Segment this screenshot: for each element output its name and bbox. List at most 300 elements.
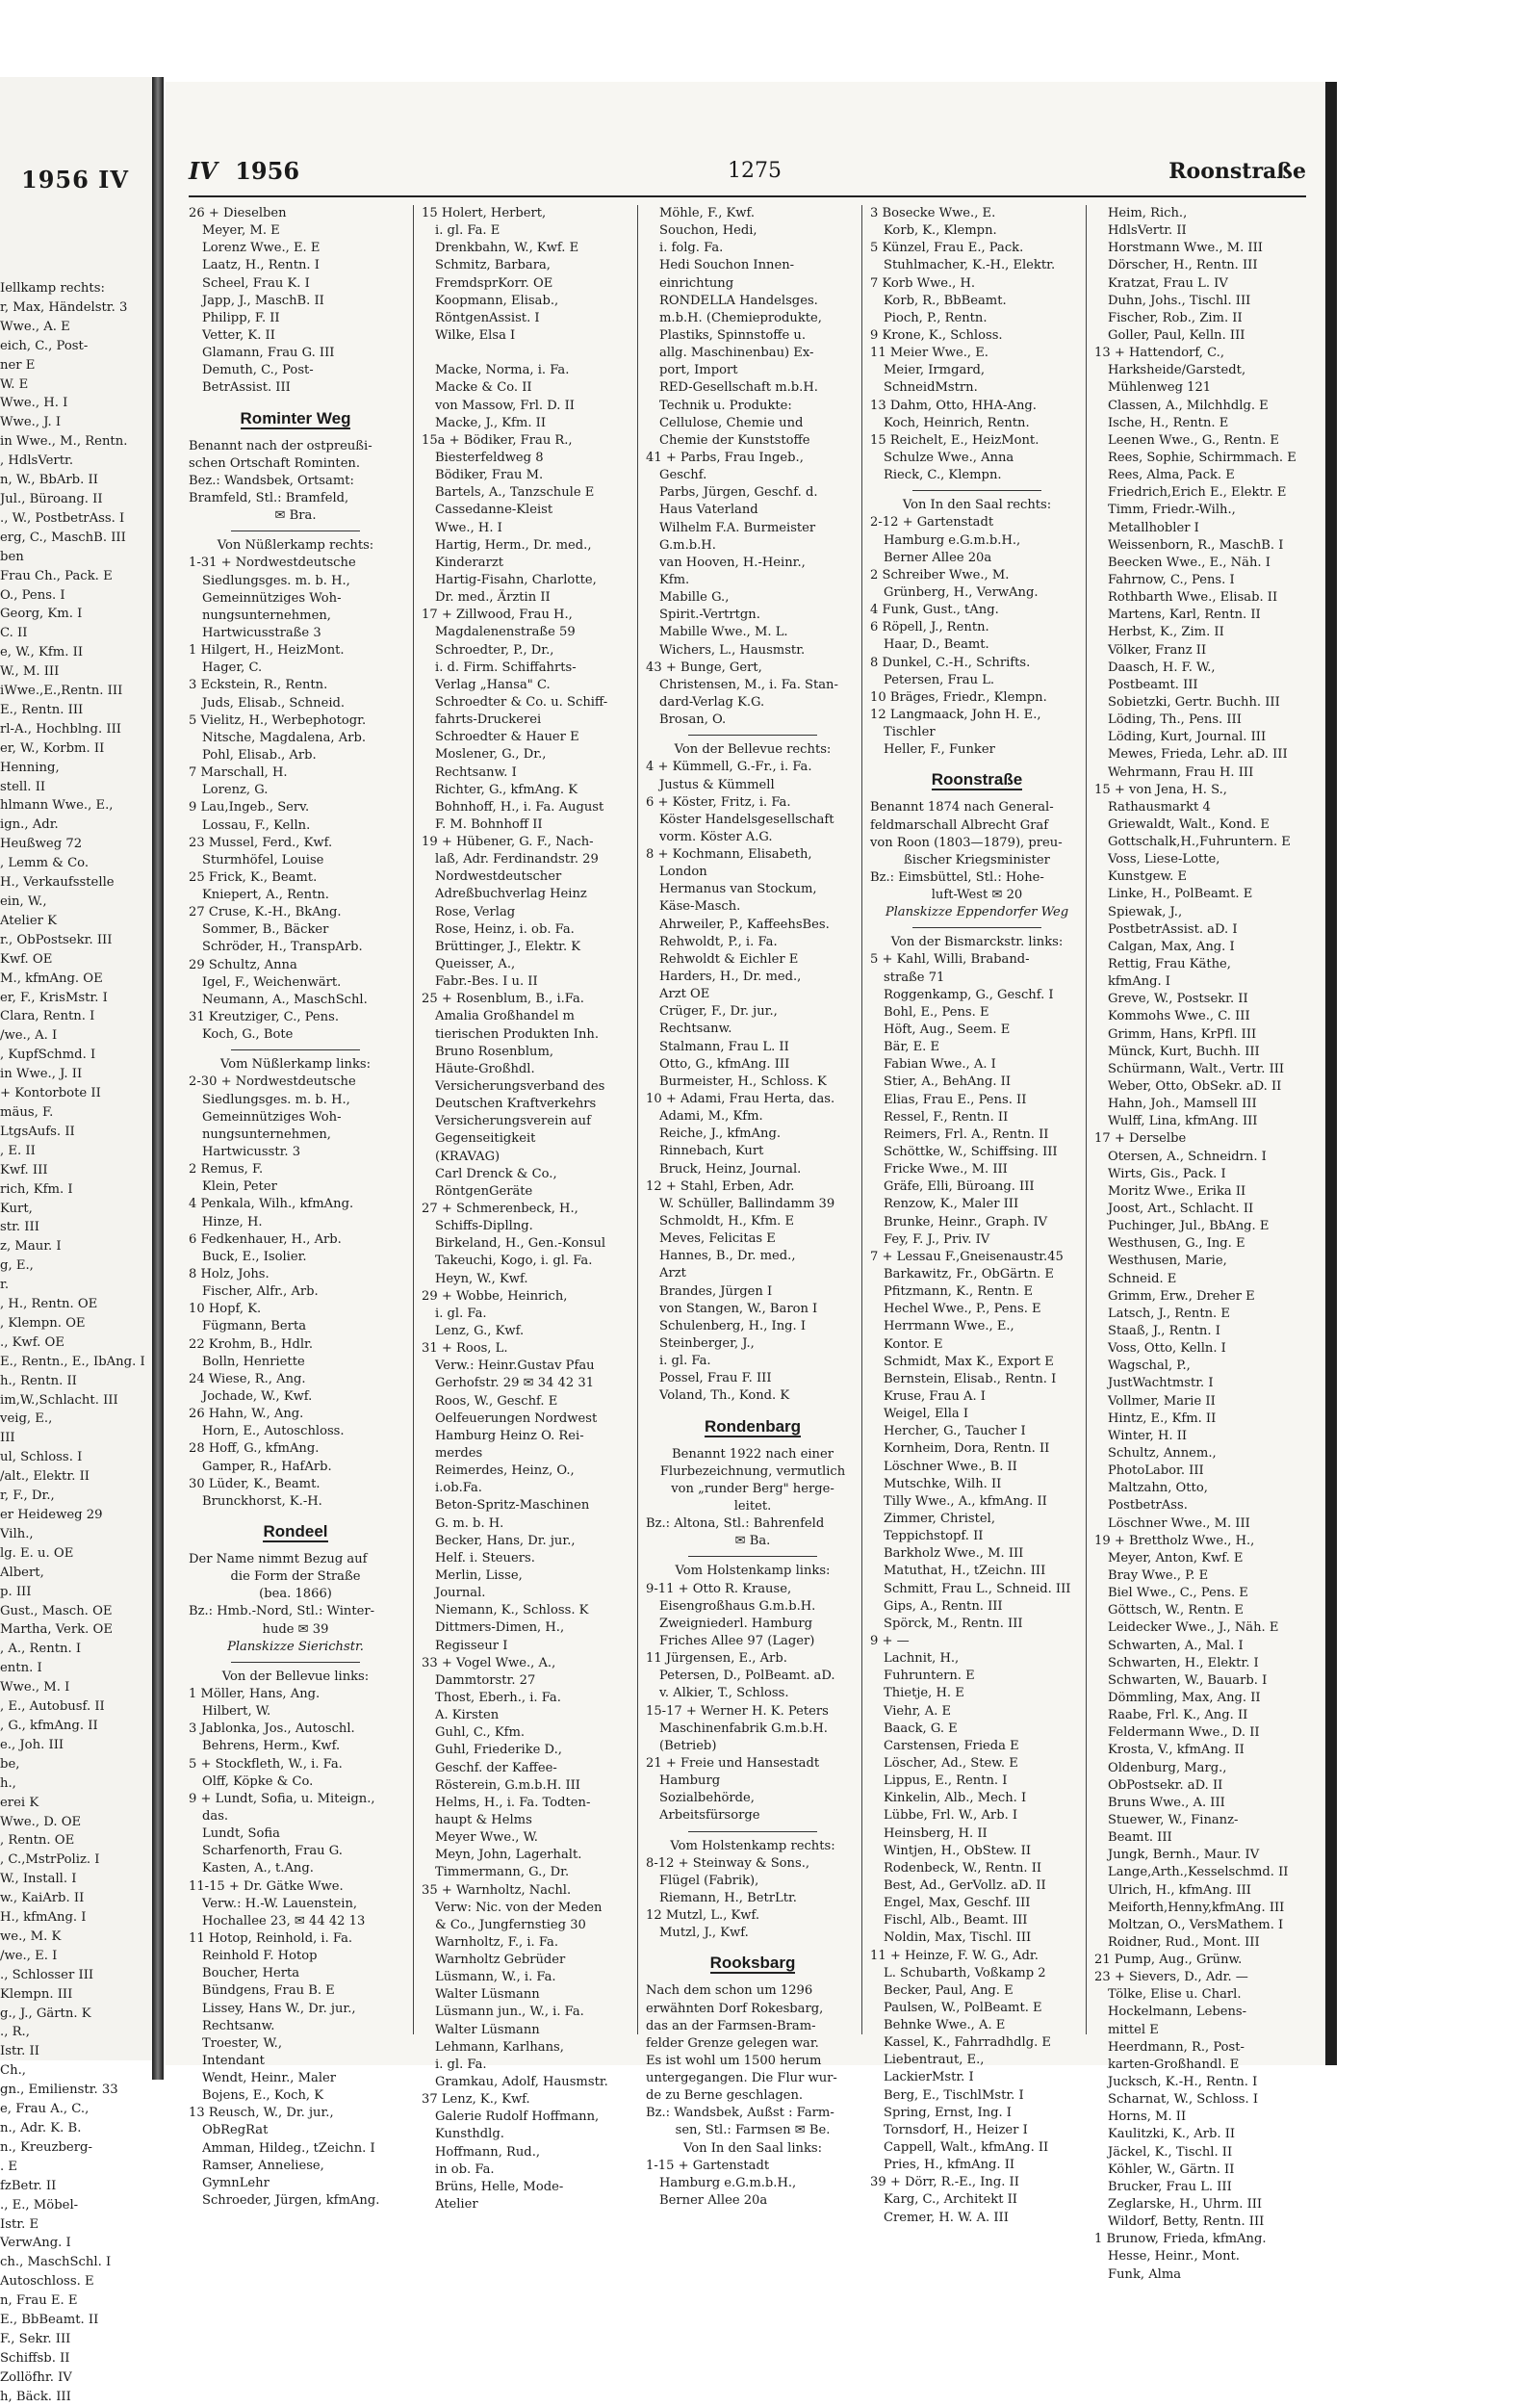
- directory-entry: Becker, Paul, Ang. E: [884, 1982, 1014, 1998]
- previous-page-fragment: [0, 77, 155, 2404]
- directory-entry: Bartels, A., Tanzschule E: [435, 485, 595, 501]
- previous-page-line: ner E: [0, 357, 36, 373]
- directory-entry: i. gl. Fa.: [435, 1306, 487, 1321]
- previous-page-line: n., Adr. K. B.: [0, 2121, 82, 2135]
- directory-entry: Juds, Elisab., Schneid.: [202, 695, 346, 711]
- directory-entry: Macke & Co. II: [435, 380, 532, 396]
- directory-entry: Fischl, Alb., Beamt. III: [884, 1913, 1028, 1928]
- directory-entry: straße 71: [884, 970, 945, 985]
- page-header: [189, 157, 1306, 197]
- directory-entry: L. Schubarth, Voßkamp 2: [884, 1965, 1046, 1980]
- directory-entry: Glamann, Frau G. III: [202, 346, 335, 361]
- previous-page-line: veig, E.,: [0, 1411, 53, 1427]
- previous-page-line: w., KaiArb. II: [0, 1891, 85, 1906]
- street-name: Rondenbarg: [704, 1416, 802, 1436]
- directory-entry: 5 Vielitz, H., Werbephotogr.: [189, 712, 367, 728]
- directory-entry: Kommohs Wwe., C. III: [1108, 1009, 1250, 1024]
- directory-entry: Stalmann, Frau L. II: [659, 1039, 789, 1054]
- directory-entry: Heinsberg, H. II: [884, 1825, 988, 1841]
- previous-page-line: Gust., Masch. OE: [0, 1603, 113, 1618]
- directory-entry: Bz.: Wandsbek, Außst : Farm-: [646, 2106, 834, 2121]
- directory-entry: Herbst, K., Zim. II: [1108, 625, 1224, 640]
- directory-entry: Philipp, F. II: [202, 310, 280, 325]
- directory-entry: Baack, G. E: [884, 1721, 958, 1736]
- directory-entry: Karg, C., Architekt II: [884, 2192, 1017, 2208]
- directory-entry: Hartig, Herm., Dr. med.,: [435, 537, 592, 553]
- divider: [688, 735, 816, 736]
- directory-entry: Maschinenfabrik G.m.b.H.: [659, 1721, 828, 1736]
- previous-page-line: r., ObPostsekr. III: [0, 932, 113, 947]
- directory-entry: Käse-Masch.: [659, 899, 741, 915]
- directory-entry: Atelier: [435, 2197, 478, 2213]
- section-subheading: ✉ Bra.: [274, 508, 317, 524]
- directory-entry: Martens, Karl, Rentn. II: [1108, 608, 1261, 623]
- directory-entry: Der Name nimmt Bezug auf: [189, 1551, 368, 1566]
- directory-entry: Fey, F. J., Priv. IV: [884, 1231, 990, 1247]
- directory-entry: Klein, Peter: [202, 1179, 277, 1195]
- directory-entry: von Roon (1803—1879), preu-: [870, 835, 1063, 850]
- directory-entry: 11 Jürgensen, E., Arb.: [646, 1651, 787, 1667]
- section-subheading: ßischer Kriegsminister: [904, 852, 1050, 867]
- previous-page-line: III: [0, 1431, 15, 1446]
- previous-page-line: Wwe., M. I: [0, 1680, 70, 1695]
- directory-entry: GymnLehr: [202, 2175, 270, 2190]
- previous-page-line: , E., Autobusf. II: [0, 1699, 105, 1715]
- directory-entry: Köhler, W., Gärtn. II: [1108, 2161, 1235, 2177]
- directory-entry: Jungk, Bernh., Maur. IV: [1108, 1848, 1260, 1863]
- directory-entry: Bündgens, Frau B. E: [202, 1983, 335, 1999]
- directory-entry: i. gl. Fa.: [659, 1354, 711, 1369]
- directory-entry: Vollmer, Marie II: [1108, 1393, 1216, 1409]
- directory-entry: Benannt nach der ostpreußi-: [189, 438, 372, 453]
- directory-entry: v. Alkier, T., Schloss.: [659, 1686, 789, 1701]
- previous-page-line: Frau Ch., Pack. E: [0, 568, 113, 583]
- previous-page-line: C. II: [0, 626, 28, 641]
- directory-entry: Grimm, Erw., Dreher E: [1108, 1288, 1255, 1304]
- directory-entry: Laatz, H., Rentn. I: [202, 258, 320, 273]
- directory-entry: Winter, H. II: [1108, 1428, 1188, 1443]
- directory-entry: Brucker, Frau L. III: [1108, 2179, 1232, 2194]
- directory-entry: Fabian Wwe., A. I: [884, 1057, 996, 1073]
- directory-entry: 6 + Köster, Fritz, i. Fa.: [646, 794, 791, 810]
- section-subheading: leitet.: [733, 1498, 772, 1514]
- directory-entry: 39 + Dörr, R.-E., Ing. II: [870, 2175, 1019, 2190]
- previous-page-line: g., J., Gärtn. K: [0, 2006, 91, 2021]
- directory-entry: 15-17 + Werner H. K. Peters: [646, 1703, 829, 1719]
- directory-entry: Souchon, Hedi,: [659, 223, 757, 239]
- directory-entry: in ob. Fa.: [435, 2161, 495, 2177]
- directory-entry: 35 + Warnholtz, Nachl.: [422, 1882, 572, 1898]
- directory-entry: Hamburg e.G.m.b.H.,: [659, 2175, 797, 2190]
- section-subheading: Flurbezeichnung, vermutlich: [659, 1463, 846, 1479]
- directory-entry: merdes: [435, 1445, 483, 1461]
- directory-entry: Joost, Art., Schlacht. II: [1108, 1202, 1254, 1217]
- directory-entry: von Massow, Frl. D. II: [435, 398, 575, 413]
- directory-entry: Bz.: Hmb.-Nord, Stl.: Winter-: [189, 1604, 375, 1619]
- directory-entry: Puchinger, Jul., BbAng. E: [1108, 1219, 1270, 1234]
- directory-entry: Tilly Wwe., A., kfmAng. II: [884, 1493, 1047, 1509]
- previous-page-line: ., Schlosser III: [0, 1967, 94, 1982]
- directory-entry: Koch, Heinrich, Rentn.: [884, 415, 1030, 430]
- directory-entry: Bojens, E., Koch, K: [202, 2088, 324, 2104]
- directory-entry: Beton-Spritz-Maschinen: [435, 1498, 590, 1514]
- street-section-heading: [189, 1516, 402, 1547]
- directory-entry: 5 + Stockfleth, W., i. Fa.: [189, 1756, 343, 1772]
- previous-page-line: mäus, F.: [0, 1104, 54, 1120]
- directory-entry: Gemeinnütziges Woh-: [202, 590, 342, 606]
- directory-entry: 2-12 + Gartenstadt: [870, 515, 994, 531]
- directory-entry: Classen, A., Milchhdlg. E: [1108, 398, 1269, 413]
- directory-entry: 4 Penkala, Wilh., kfmAng.: [189, 1197, 354, 1212]
- directory-entry: Tornsdorf, H., Heizer I: [884, 2122, 1028, 2137]
- directory-entry: Rose, Heinz, i. ob. Fa.: [435, 921, 575, 937]
- directory-entry: Paulsen, W., PolBeamt. E: [884, 2000, 1042, 2015]
- directory-entry: Gemeinnütziges Woh-: [202, 1109, 342, 1125]
- previous-page-line: + Kontorbote II: [0, 1086, 101, 1101]
- directory-entry: Sturmhöfel, Louise: [202, 852, 324, 867]
- directory-entry: Lüsmann, W., i. Fa.: [435, 1970, 556, 1985]
- directory-entry: Heller, F., Funker: [884, 742, 995, 758]
- directory-entry: Bernstein, Elisab., Rentn. I: [884, 1371, 1057, 1386]
- directory-page: [166, 82, 1337, 2282]
- previous-page-line: /we., A. I: [0, 1028, 58, 1044]
- directory-entry: i. d. Firm. Schiffahrts-: [435, 660, 577, 675]
- directory-entry: 31 Kreutziger, C., Pens.: [189, 1010, 339, 1025]
- directory-entry: m.b.H. (Chemieprodukte,: [659, 310, 822, 325]
- previous-page-line: r.: [0, 1278, 10, 1293]
- section-subheading: sen, Stl.: Farmsen ✉ Be.: [675, 2123, 831, 2138]
- previous-page-line: , HdlsVertr.: [0, 453, 74, 469]
- directory-entry: Meves, Felicitas E: [659, 1231, 776, 1247]
- directory-entry: Guhl, Friederike D.,: [435, 1743, 562, 1758]
- directory-entry: Adami, M., Kfm.: [659, 1109, 763, 1125]
- directory-entry: Haar, D., Beamt.: [884, 637, 989, 653]
- directory-entry: 15a + Bödiker, Frau R.,: [422, 432, 573, 448]
- directory-entry: Hercher, G., Taucher I: [884, 1424, 1026, 1439]
- directory-entry: Möhle, F., Kwf.: [659, 206, 756, 220]
- directory-entry: Riemann, H., BetrLtr.: [659, 1890, 797, 1905]
- directory-entry: Gräfe, Elli, Büroang. III: [884, 1179, 1035, 1195]
- directory-entry: Igel, F., Weichenwärt.: [202, 974, 342, 990]
- previous-page-line: Vilh.,: [0, 1526, 34, 1541]
- previous-page-line: Schiffsb. II: [0, 2350, 70, 2366]
- directory-entry: Fahrnow, C., Pens. I: [1108, 572, 1235, 587]
- previous-page-line: M., kfmAng. OE: [0, 971, 103, 986]
- directory-entry: feldmarschall Albrecht Graf: [870, 817, 1049, 833]
- street-section-heading: [189, 403, 402, 434]
- previous-page-line: Kurt,: [0, 1201, 33, 1216]
- directory-entry: 13 Dahm, Otto, HHA-Ang.: [870, 398, 1037, 413]
- directory-entry: Hager, C.: [202, 660, 263, 676]
- directory-entry: Westhusen, Marie,: [1108, 1254, 1227, 1269]
- directory-entry: das an der Farmsen-Bram-: [646, 2018, 816, 2033]
- previous-page-line: W., M. III: [0, 664, 60, 680]
- directory-entry: Amman, Hildeg., tZeichn. I: [202, 2140, 375, 2156]
- previous-page-line: str. III: [0, 1220, 39, 1235]
- directory-entry: Voss, Liese-Lotte,: [1108, 852, 1220, 867]
- directory-entry: 25 Frick, K., Beamt.: [189, 869, 318, 885]
- directory-entry: Hamburg: [659, 1773, 721, 1789]
- directory-entry: Schmoldt, H., Kfm. E: [659, 1214, 795, 1229]
- directory-entry: F. M. Bohnhoff II: [435, 816, 543, 832]
- directory-entry: Hockelmann, Lebens-: [1108, 2005, 1247, 2020]
- directory-entry: Brandes, Jürgen I: [659, 1283, 773, 1299]
- section-subheading: ✉ Ba.: [734, 1534, 771, 1549]
- directory-entry: Geschf.: [659, 468, 707, 483]
- directory-entry: Horns, M. II: [1108, 2109, 1187, 2125]
- directory-entry: Moritz Wwe., Erika II: [1108, 1183, 1246, 1199]
- directory-entry: Arzt OE: [659, 987, 710, 1002]
- directory-entry: Bolln, Henriette: [202, 1354, 305, 1369]
- directory-entry: Bez.: Wandsbek, Ortsamt:: [189, 473, 354, 488]
- previous-page-line: Heußweg 72: [0, 837, 83, 852]
- previous-page-line: erg, C., MaschB. III: [0, 530, 126, 545]
- directory-entry: Löscher, Ad., Stew. E: [884, 1755, 1018, 1771]
- directory-entry: Reinhold F. Hotop: [202, 1949, 318, 1964]
- previous-page-line: iWwe.,E.,Rentn. III: [0, 684, 123, 699]
- section-subheading: Vom Holstenkamp links:: [675, 1564, 831, 1579]
- directory-entry: Mühlenweg 121: [1108, 380, 1212, 396]
- section-subheading: Von der Bismarckstr. links:: [890, 935, 1064, 950]
- previous-page-line: , Lemm & Co.: [0, 856, 90, 871]
- directory-entry: Tölke, Elise u. Charl.: [1108, 1987, 1242, 2003]
- previous-page-text: [0, 279, 152, 2407]
- directory-entry: Beecken Wwe., E., Näh. I: [1108, 555, 1270, 570]
- directory-entry: Magdalenenstraße 59: [435, 625, 576, 640]
- directory-entry: Duhn, Johs., Tischl. III: [1108, 293, 1251, 308]
- directory-entry: i. folg. Fa.: [659, 241, 724, 256]
- directory-entry: 11-15 + Dr. Gätke Wwe.: [189, 1878, 344, 1894]
- directory-entry: karten-Großhandl. E: [1108, 2057, 1240, 2072]
- directory-entry: Es ist wohl um 1500 herum: [646, 2053, 822, 2068]
- directory-entry: Hamburg Heinz O. Rei-: [435, 1428, 584, 1443]
- previous-page-line: ., R.,: [0, 2025, 30, 2040]
- directory-entry: schen Ortschaft Rominten.: [189, 455, 361, 471]
- directory-entry: i. gl. Fa.: [435, 2057, 487, 2072]
- directory-entry: Greve, W., Postsekr. II: [1108, 992, 1248, 1007]
- directory-entry: Linke, H., PolBeamt. E: [1108, 887, 1253, 902]
- directory-entry: Brunckhorst, K.-H.: [202, 1493, 322, 1509]
- directory-entry: Meyer Wwe., W.: [435, 1830, 538, 1846]
- previous-page-line: Iellkamp rechts:: [0, 281, 105, 296]
- directory-entry: Rose, Verlag: [435, 904, 516, 919]
- directory-entry: Queisser, A.,: [435, 957, 516, 972]
- previous-page-line: entn. I: [0, 1661, 42, 1676]
- directory-entry: Löding, Th., Pens. III: [1108, 712, 1242, 728]
- directory-entry: 17 + Zillwood, Frau H.,: [422, 608, 573, 623]
- directory-entry: Drenkbahn, W., Kwf. E: [435, 241, 579, 256]
- directory-entry: Schroeder, Jürgen, kfmAng.: [202, 2193, 380, 2209]
- directory-entry: 3 Bosecke Wwe., E.: [870, 206, 996, 220]
- directory-entry: Gerhofstr. 29 ✉ 34 42 31: [435, 1376, 595, 1391]
- directory-entry: 12 + Stahl, Erben, Adr.: [646, 1178, 795, 1194]
- directory-entry: vorm. Köster A.G.: [659, 829, 773, 844]
- directory-entry: 3 Jablonka, Jos., Autoschl.: [189, 1721, 355, 1737]
- previous-page-line: rl-A., Hochblng. III: [0, 721, 122, 737]
- directory-entry: Bramfeld, Stl.: Bramfeld,: [189, 490, 349, 505]
- directory-entry: Funk, Alma: [1108, 2266, 1182, 2282]
- directory-entry: Ressel, F., Rentn. II: [884, 1109, 1009, 1125]
- directory-entry: Hintz, E., Kfm. II: [1108, 1411, 1217, 1426]
- directory-entry: Jucksch, K.-H., Rentn. I: [1108, 2075, 1258, 2090]
- directory-entry: Thost, Eberh., i. Fa.: [435, 1690, 561, 1705]
- directory-entry: Birkeland, H., Gen.-Konsul: [435, 1236, 606, 1252]
- directory-entry: London: [659, 865, 707, 880]
- column-4: [861, 205, 1084, 2225]
- directory-entry: Walter Lüsmann: [435, 2022, 540, 2037]
- directory-entry: Meyn, John, Lagerhalt.: [435, 1848, 582, 1863]
- directory-entry: Wintjen, H., ObStew. II: [884, 1843, 1032, 1858]
- directory-entry: Cassedanne-Kleist: [435, 503, 553, 518]
- directory-entry: 4 Funk, Gust., tAng.: [870, 603, 999, 618]
- directory-entry: Hannes, B., Dr. med.,: [659, 1249, 796, 1264]
- directory-entry: 37 Lenz, K., Kwf.: [422, 2092, 530, 2108]
- directory-entry: Pfitzmann, K., Rentn. E: [884, 1284, 1034, 1300]
- directory-entry: Dr. med., Ärztin II: [435, 590, 551, 606]
- directory-entry: Schmidt, Max K., Export E: [884, 1354, 1054, 1369]
- directory-entry: Korb, K., Klempn.: [884, 223, 997, 239]
- directory-entry: Rees, Alma, Pack. E: [1108, 468, 1235, 483]
- directory-entry: Petersen, D., PolBeamt. aD.: [659, 1669, 835, 1684]
- directory-entry: Schmitz, Barbara,: [435, 258, 551, 273]
- directory-entry: Weigel, Ella I: [884, 1407, 969, 1422]
- directory-entry: Latsch, J., Rentn. E: [1108, 1306, 1230, 1321]
- directory-entry: Beamt. III: [1108, 1830, 1172, 1846]
- directory-entry: Fischer, Rob., Zim. II: [1108, 310, 1243, 325]
- directory-entry: Voland, Th., Kond. K: [659, 1388, 790, 1404]
- directory-entry: Häute-Großhdl.: [435, 1061, 535, 1076]
- directory-entry: Kratzat, Frau L. IV: [1108, 275, 1228, 291]
- divider: [912, 927, 1040, 928]
- directory-entry: Hinze, H.: [202, 1214, 263, 1229]
- directory-entry: Schroedter, P., Dr.,: [435, 642, 554, 658]
- directory-entry: Mabille Wwe., M. L.: [659, 625, 788, 640]
- directory-entry: Sobietzki, Gertr. Buchh. III: [1108, 694, 1280, 710]
- directory-entry: Dömmling, Max, Ang. II: [1108, 1690, 1261, 1705]
- directory-entry: Lachnit, H.,: [884, 1651, 960, 1667]
- directory-entry: Becker, Hans, Dr. jur.,: [435, 1533, 576, 1548]
- previous-page-line: in Wwe., J. II: [0, 1067, 83, 1082]
- directory-entry: Timmermann, G., Dr.: [435, 1865, 570, 1880]
- directory-entry: Nach dem schon um 1296: [646, 1983, 813, 1999]
- street-name: Roonstraße: [931, 770, 1023, 789]
- directory-entry: Technik u. Produkte:: [659, 398, 792, 413]
- directory-entry: Bruns Wwe., A. III: [1108, 1795, 1225, 1810]
- directory-entry: 41 + Parbs, Frau Ingeb.,: [646, 450, 804, 465]
- directory-entry: Korb, R., BbBeamt.: [884, 293, 1007, 308]
- directory-entry: Wwe., H. I: [435, 520, 502, 535]
- previous-page-line: ., W., PostbetrAss. I: [0, 510, 125, 526]
- directory-entry: Berg, E., TischlMstr. I: [884, 2087, 1024, 2103]
- previous-page-line: ign., Adr.: [0, 817, 59, 833]
- directory-entry: Meyer, M. E: [202, 223, 280, 239]
- previous-page-line: Wwe., J. I: [0, 415, 62, 430]
- directory-entry: Fuhruntern. E: [884, 1669, 975, 1684]
- divider: [912, 490, 1040, 491]
- directory-entry: Verw.: H.-W. Lauenstein,: [202, 1896, 358, 1911]
- divider: [688, 1831, 816, 1832]
- street-section-heading: [646, 1411, 860, 1442]
- directory-entry: Kassel, K., Fahrradhdlg. E: [884, 2035, 1051, 2051]
- directory-entry: Pohl, Elisab., Arb.: [202, 747, 317, 763]
- directory-entry: Berner Allee 20a: [659, 2193, 768, 2209]
- directory-entry: Heyn, W., Kwf.: [435, 1271, 528, 1286]
- directory-entry: Mewes, Frieda, Lehr. aD. III: [1108, 747, 1288, 763]
- previous-page-line: erei K: [0, 1795, 39, 1810]
- directory-entry: 13 + Hattendorf, C.,: [1094, 346, 1224, 361]
- directory-entry: 17 + Derselbe: [1094, 1131, 1187, 1147]
- directory-entry: Barkholz Wwe., M. III: [884, 1546, 1024, 1562]
- previous-page-line: Georg, Km. I: [0, 607, 83, 622]
- section-subheading: hude ✉ 39: [262, 1621, 329, 1637]
- directory-entry: RöntgenAssist. I: [435, 310, 540, 325]
- directory-entry: Rehwoldt, P., i. Fa.: [659, 934, 778, 949]
- directory-entry: Otto, G., kfmAng. III: [659, 1056, 790, 1072]
- directory-entry: Rathausmarkt 4: [1108, 799, 1211, 815]
- directory-entry: Ulrich, H., kfmAng. III: [1108, 1882, 1251, 1898]
- directory-entry: Verw: Nic. von der Meden: [435, 1900, 603, 1915]
- directory-entry: 8 Holz, Johs.: [189, 1267, 270, 1282]
- directory-entry: 9 + Lundt, Sofia, u. Miteign.,: [189, 1791, 375, 1806]
- directory-entry: Löding, Kurt, Journal. III: [1108, 730, 1267, 745]
- directory-entry: Mabille G.,: [659, 590, 730, 606]
- previous-page-line: Kwf. OE: [0, 951, 53, 967]
- directory-entry: kfmAng. I: [1108, 974, 1170, 990]
- directory-entry: Maltzahn, Otto,: [1108, 1481, 1208, 1496]
- page-margin: [1337, 82, 1540, 2065]
- directory-entry: Siedlungsges. m. b. H.,: [202, 1092, 350, 1107]
- directory-entry: Behrens, Herm., Kwf.: [202, 1739, 341, 1754]
- directory-entry: 1-31 + Nordwestdeutsche: [189, 556, 356, 571]
- column-5: [1086, 205, 1312, 2282]
- directory-entry: Kinderarzt: [435, 555, 504, 570]
- directory-entry: W. Schüller, Ballindamm 39: [659, 1196, 835, 1211]
- directory-entry: Reimers, Frl. A., Rentn. II: [884, 1126, 1049, 1142]
- directory-entry: Schneid. E: [1108, 1271, 1177, 1286]
- section-subheading: (bea. 1866): [259, 1587, 332, 1602]
- directory-entry: 10 Bräges, Friedr., Klempn.: [870, 689, 1047, 705]
- directory-entry: Arzt: [659, 1266, 686, 1281]
- directory-entry: Hochallee 23, ✉ 44 42 13: [202, 1913, 366, 1928]
- directory-entry: Grünberg, H., VerwAng.: [884, 584, 1039, 600]
- previous-page-line: we., M. K: [0, 1928, 62, 1944]
- previous-page-line: h.,: [0, 1775, 16, 1791]
- directory-entry: port, Import: [659, 363, 738, 378]
- previous-page-line: E., Rentn. III: [0, 702, 84, 717]
- directory-entry: Spörck, M., Rentn. III: [884, 1616, 1023, 1631]
- section-subheading: Planskizze Sierichstr.: [227, 1639, 364, 1654]
- directory-entry: Hartwicusstr. 3: [202, 1145, 301, 1160]
- divider: [688, 1556, 816, 1557]
- directory-entry: Kniepert, A., Rentn.: [202, 888, 329, 903]
- previous-page-line: e, Frau A., C.,: [0, 2102, 90, 2117]
- page-number: 1275: [728, 159, 782, 183]
- directory-entry: Stier, A., BehAng. II: [884, 1074, 1011, 1090]
- directory-entry: nungsunternehmen,: [202, 608, 331, 623]
- directory-entry: 43 + Bunge, Gert,: [646, 660, 762, 675]
- directory-entry: 12 Mutzl, L., Kwf.: [646, 1908, 760, 1924]
- directory-entry: Rechtsanw.: [202, 2018, 275, 2033]
- directory-entry: Göttsch, W., Rentn. E: [1108, 1603, 1244, 1618]
- previous-page-line: . E: [0, 2159, 18, 2174]
- directory-entry: Lossau, F., Kelln.: [202, 817, 311, 833]
- directory-entry: 6 Fedkenhauer, H., Arb.: [189, 1231, 342, 1247]
- directory-entry: 10 + Adami, Frau Herta, das.: [646, 1092, 835, 1107]
- previous-page-line: z, Maur. I: [0, 1239, 62, 1255]
- directory-entry: Moslener, G., Dr.,: [435, 747, 547, 763]
- previous-page-line: , KupfSchmd. I: [0, 1048, 96, 1063]
- directory-entry: Eisengroßhaus G.m.b.H.: [659, 1598, 816, 1614]
